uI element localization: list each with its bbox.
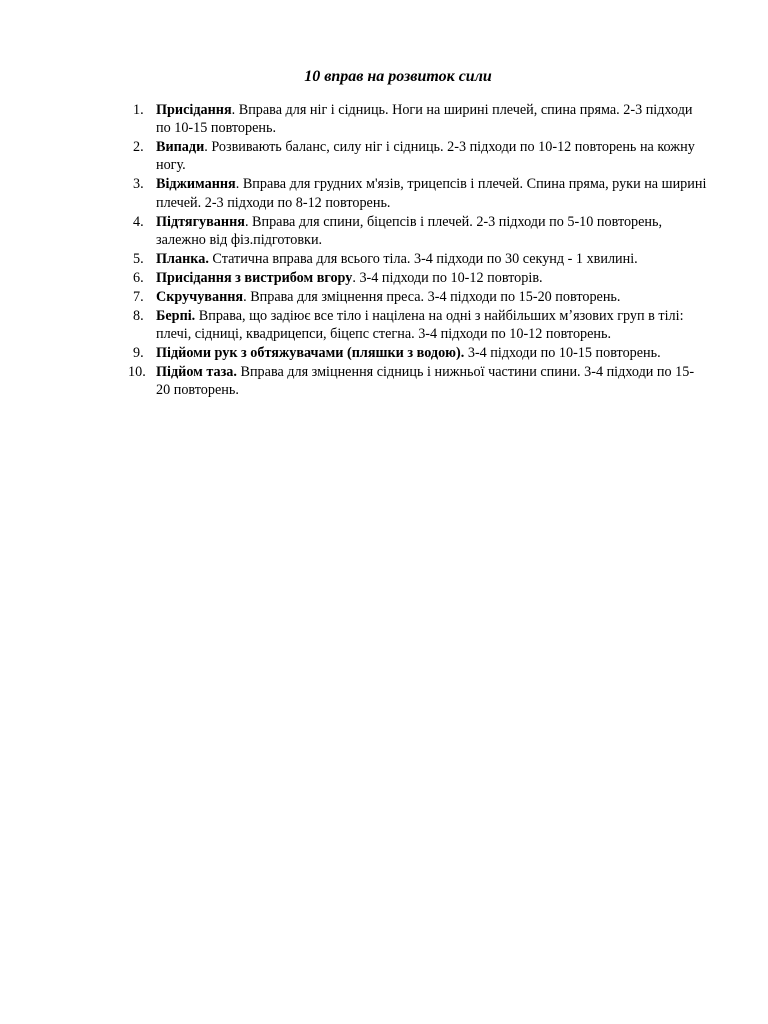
list-item (128, 250, 708, 268)
document-title: 10 вправ на розвиток сили (304, 68, 492, 85)
exercise-name: Скручування (156, 288, 244, 305)
list-item (128, 138, 708, 174)
list-number: 2. (133, 139, 144, 156)
exercise-name: Планка. (156, 250, 209, 267)
list-item (128, 213, 708, 249)
list-item (128, 101, 708, 137)
list-item (128, 269, 708, 287)
exercise-description: . Вправа для ніг і сідниць. Ноги на ширині плечей, спина пряма. 2-3 підходи по 10-15 повторень. (156, 102, 693, 137)
exercise-description: . 3-4 підходи по 10-12 повторів. (352, 269, 543, 286)
exercise-name: Присідання (156, 102, 232, 118)
exercise-description: Вправа, що задіює все тіло і націлена на одні з найбільших мʼязових груп в тілі: плечі, сідниці, квадрицепси, біцепс стегна. 3-4 підходи по 10-12 повторень. (156, 307, 684, 343)
exercise-name: Підйоми рук з обтяжувачами (пляшки з водою). (156, 345, 465, 362)
exercise-name: Підйом таза. (156, 364, 237, 381)
list-number: 10. (128, 364, 146, 381)
exercise-description: . Вправа для грудних м'язів, трицепсів і плечей. Спина пряма, руки на ширині плечей. 2-3 підходи по 8-12 повторень. (156, 176, 707, 211)
list-item (128, 288, 708, 306)
list-number: 3. (133, 176, 144, 193)
exercise-description: 3-4 підходи по 10-15 повторень. (464, 345, 661, 362)
exercise-list (128, 101, 708, 400)
exercise-description: Статична вправа для всього тіла. 3-4 підходи по 30 секунд - 1 хвилині. (208, 250, 638, 267)
list-number: 6. (133, 269, 144, 286)
exercise-name: Присідання з вистрибом вгору (156, 269, 353, 286)
exercise-description: . Вправа для зміцнення преса. 3-4 підходи по 15-20 повторень. (243, 288, 621, 305)
list-number: 1. (133, 102, 144, 118)
exercise-name: Випади (156, 139, 205, 156)
exercise-name: Підтягування (156, 213, 245, 230)
list-number: 5. (133, 250, 144, 267)
list-number: 4. (133, 213, 144, 230)
list-number: 9. (133, 345, 144, 362)
list-item (128, 344, 708, 362)
list-number: 7. (133, 288, 144, 305)
exercise-description: . Вправа для спини, біцепсів і плечей. 2-3 підходи по 5-10 повторень, залежно від фіз.підготовки. (156, 213, 663, 248)
exercise-name: Віджимання (156, 176, 236, 193)
exercise-name: Берпі. (156, 307, 196, 324)
exercise-description: . Розвивають баланс, силу ніг і сідниць. 2-3 підходи по 10-12 повторень на кожну ногу. (156, 139, 695, 174)
list-item (128, 175, 708, 211)
list-item (128, 307, 708, 343)
list-number: 8. (133, 307, 144, 324)
list-item (128, 363, 708, 399)
exercise-description: Вправа для зміцнення сідниць і нижньої частини спини. 3-4 підходи по 15-20 повторень. (156, 364, 695, 399)
